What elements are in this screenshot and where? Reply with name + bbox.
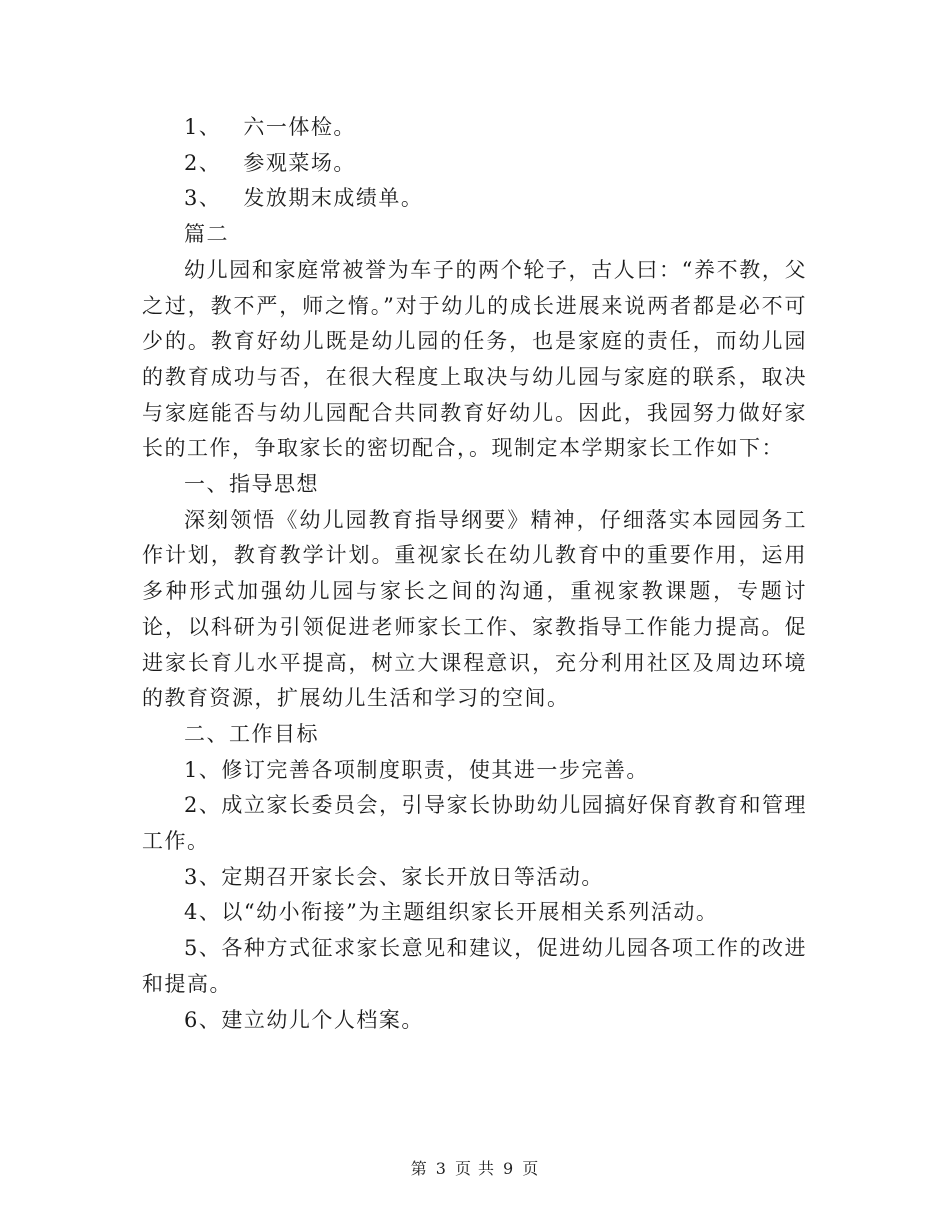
goal-item: 5、各种方式征求家长意见和建议，促进幼儿园各项工作的改进和提高。 xyxy=(142,936,807,996)
footer-suffix: 页 xyxy=(522,1159,540,1178)
section-label: 篇二 xyxy=(184,222,229,247)
section-heading-guiding: 一、指导思想 xyxy=(184,472,319,497)
guiding-paragraph: 深刻领悟《幼儿园教育指导纲要》精神，仔细落实本园园务工作计划，教育教学计划。重视家长在幼儿教育中的重要作用，运用多种形式加强幼儿园与家长之间的沟通，重视家教课题，专题讨论，以科研为引领促进老师家长工作、家教指导工作能力提高。促进家长育儿水平提高，树立大课程意识，充分利用社区及周边环境的教育资源，扩展幼儿生活和学习的空间。 xyxy=(142,507,807,711)
list-item: 1、 六一体检。 xyxy=(184,115,356,139)
goal-item: 2、成立家长委员会，引导家长协助幼儿园搞好保育教育和管理工作。 xyxy=(142,793,807,854)
page-footer xyxy=(0,1156,950,1179)
document-body xyxy=(142,110,807,1038)
list-item: 3、 发放期末成绩单。 xyxy=(184,186,424,211)
goal-item: 1、修订完善各项制度职责，使其进一步完善。 xyxy=(184,757,649,782)
goal-item: 6、建立幼儿个人档案。 xyxy=(184,1007,424,1032)
footer-middle: 页 共 xyxy=(454,1159,496,1178)
section-heading-goals: 二、工作目标 xyxy=(184,721,319,746)
goal-item: 4、以“幼小衔接”为主题组织家长开展相关系列活动。 xyxy=(184,900,719,925)
list-item: 2、 参观菜场。 xyxy=(184,150,356,175)
footer-total-pages: 9 xyxy=(503,1159,515,1178)
intro-paragraph: 幼儿园和家庭常被誉为车子的两个轮子，古人曰：“养不教，父之过，教不严，师之惰。”对于幼儿的成长进展来说两者都是必不可少的。教育好幼儿既是幼儿园的任务，也是家庭的责任，而幼儿园的教育成功与否，在很大程度上取决与幼儿园与家庭的联系，取决与家庭能否与幼儿园配合共同教育好幼儿。因此，我园努力做好家长的工作，争取家长的密切配合，。现制定本学期家长工作如下： xyxy=(142,257,807,461)
goal-item: 3、定期召开家长会、家长开放日等活动。 xyxy=(184,864,604,889)
footer-page-number: 3 xyxy=(435,1159,447,1178)
footer-prefix: 第 xyxy=(410,1159,428,1178)
